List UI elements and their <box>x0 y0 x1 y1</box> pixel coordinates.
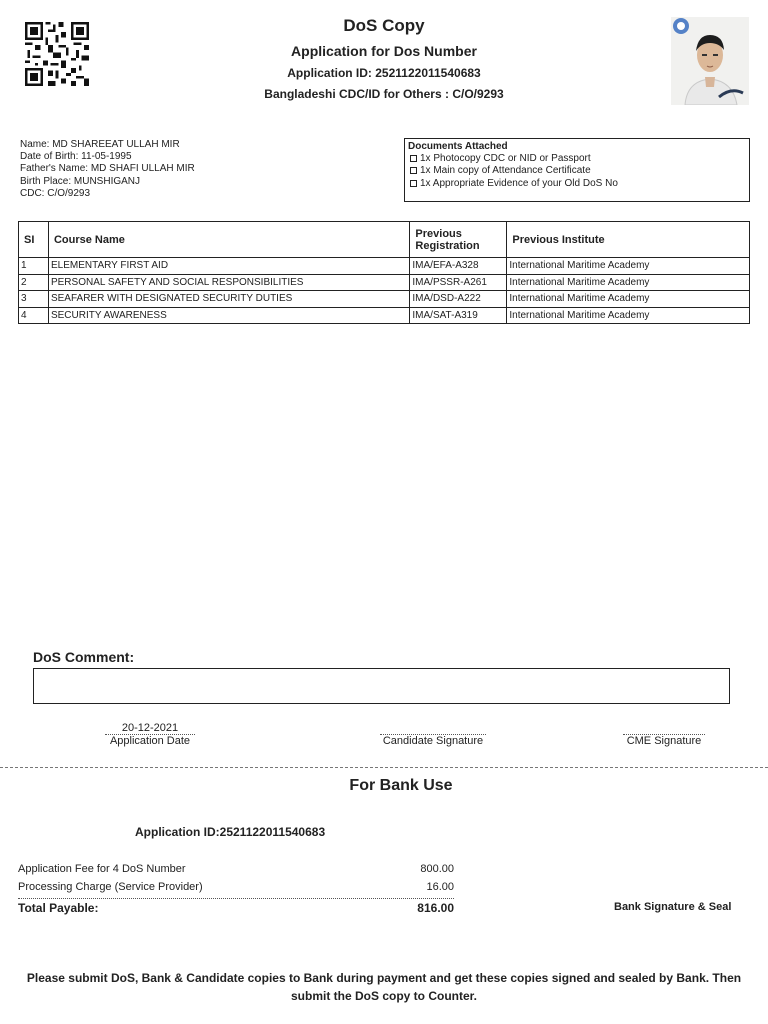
table-row <box>19 307 750 324</box>
document-title: DoS Copy <box>343 16 425 35</box>
total-payable-row <box>18 898 454 915</box>
cell-previous-institute: International Maritime Academy <box>507 307 750 324</box>
checkbox-icon <box>410 155 417 162</box>
cell-previous-institute: International Maritime Academy <box>507 274 750 291</box>
applicant-birth-place: Birth Place: MUNSHIGANJ <box>20 175 141 187</box>
total-payable-amount: 816.00 <box>417 901 454 915</box>
column-header-si: SI <box>19 222 49 258</box>
table-header-row <box>19 222 750 258</box>
checkbox-icon <box>410 180 417 187</box>
dos-comment-label: DoS Comment: <box>33 649 135 665</box>
fee-label: Application Fee for 4 DoS Number <box>18 863 186 875</box>
document-item: 1x Main copy of Attendance Certificate <box>408 165 746 177</box>
bank-section-title: For Bank Use <box>349 777 453 794</box>
table-row <box>19 291 750 308</box>
fee-amount: 16.00 <box>426 881 454 893</box>
cell-si: 1 <box>19 258 49 275</box>
footer-instruction: Please submit DoS, Bank & Candidate copies to Bank during payment and get these copies signed and sealed by Bank. Then submit the DoS copy to Counter. <box>26 971 742 1003</box>
application-date-block <box>105 722 195 747</box>
cell-si: 2 <box>19 274 49 291</box>
column-header-previous-registration: Previous Registration <box>410 222 507 258</box>
application-id: Application ID: 2521122011540683 <box>287 66 481 80</box>
applicant-info <box>20 139 195 200</box>
applicant-name: Name: MD SHAREEAT ULLAH MIR <box>20 139 180 150</box>
documents-attached-box <box>404 138 750 202</box>
fee-row <box>18 863 454 875</box>
cme-signature-block <box>623 722 705 747</box>
column-header-course-name: Course Name <box>48 222 409 258</box>
application-date-label: Application Date <box>105 734 195 747</box>
applicant-dob: Date of Birth: 11-05-1995 <box>20 151 132 163</box>
document-item: 1x Photocopy CDC or NID or Passport <box>408 153 746 165</box>
cut-line-divider <box>0 767 768 768</box>
cell-course-name: ELEMENTARY FIRST AID <box>48 258 409 275</box>
cell-previous-registration: IMA/SAT-A319 <box>410 307 507 324</box>
applicant-cdc: CDC: C/O/9293 <box>20 187 91 199</box>
fee-label: Processing Charge (Service Provider) <box>18 881 203 893</box>
cell-course-name: PERSONAL SAFETY AND SOCIAL RESPONSIBILITIES <box>48 274 409 291</box>
table-row <box>19 274 750 291</box>
applicant-photo <box>671 17 749 105</box>
total-payable-label: Total Payable: <box>18 901 99 915</box>
fee-amount: 800.00 <box>420 863 454 875</box>
candidate-signature-block <box>380 722 486 747</box>
cell-previous-registration: IMA/DSD-A222 <box>410 291 507 308</box>
bank-application-id: Application ID:2521122011540683 <box>135 825 326 839</box>
fee-row <box>18 881 454 893</box>
cell-si: 3 <box>19 291 49 308</box>
cell-previous-institute: International Maritime Academy <box>507 291 750 308</box>
cell-course-name: SECURITY AWARENESS <box>48 307 409 324</box>
documents-heading: Documents Attached <box>408 141 508 152</box>
application-date-value: 20-12-2021 <box>121 722 179 734</box>
cell-course-name: SEAFARER WITH DESIGNATED SECURITY DUTIES <box>48 291 409 308</box>
cell-previous-institute: International Maritime Academy <box>507 258 750 275</box>
column-header-previous-institute: Previous Institute <box>507 222 750 258</box>
cell-previous-registration: IMA/EFA-A328 <box>410 258 507 275</box>
dos-comment-box[interactable] <box>33 668 730 704</box>
courses-table <box>18 221 750 324</box>
cell-previous-registration: IMA/PSSR-A261 <box>410 274 507 291</box>
table-row <box>19 258 750 275</box>
checkbox-icon <box>410 167 417 174</box>
candidate-signature-label: Candidate Signature <box>380 734 486 747</box>
document-item: 1x Appropriate Evidence of your Old DoS No <box>408 178 746 190</box>
cdc-line: Bangladeshi CDC/ID for Others : C/O/9293 <box>264 87 504 101</box>
applicant-father-name: Father's Name: MD SHAFI ULLAH MIR <box>20 163 195 175</box>
cell-si: 4 <box>19 307 49 324</box>
cme-signature-label: CME Signature <box>623 734 705 747</box>
document-subtitle: Application for Dos Number <box>291 43 477 59</box>
bank-signature-label: Bank Signature & Seal <box>614 901 732 913</box>
